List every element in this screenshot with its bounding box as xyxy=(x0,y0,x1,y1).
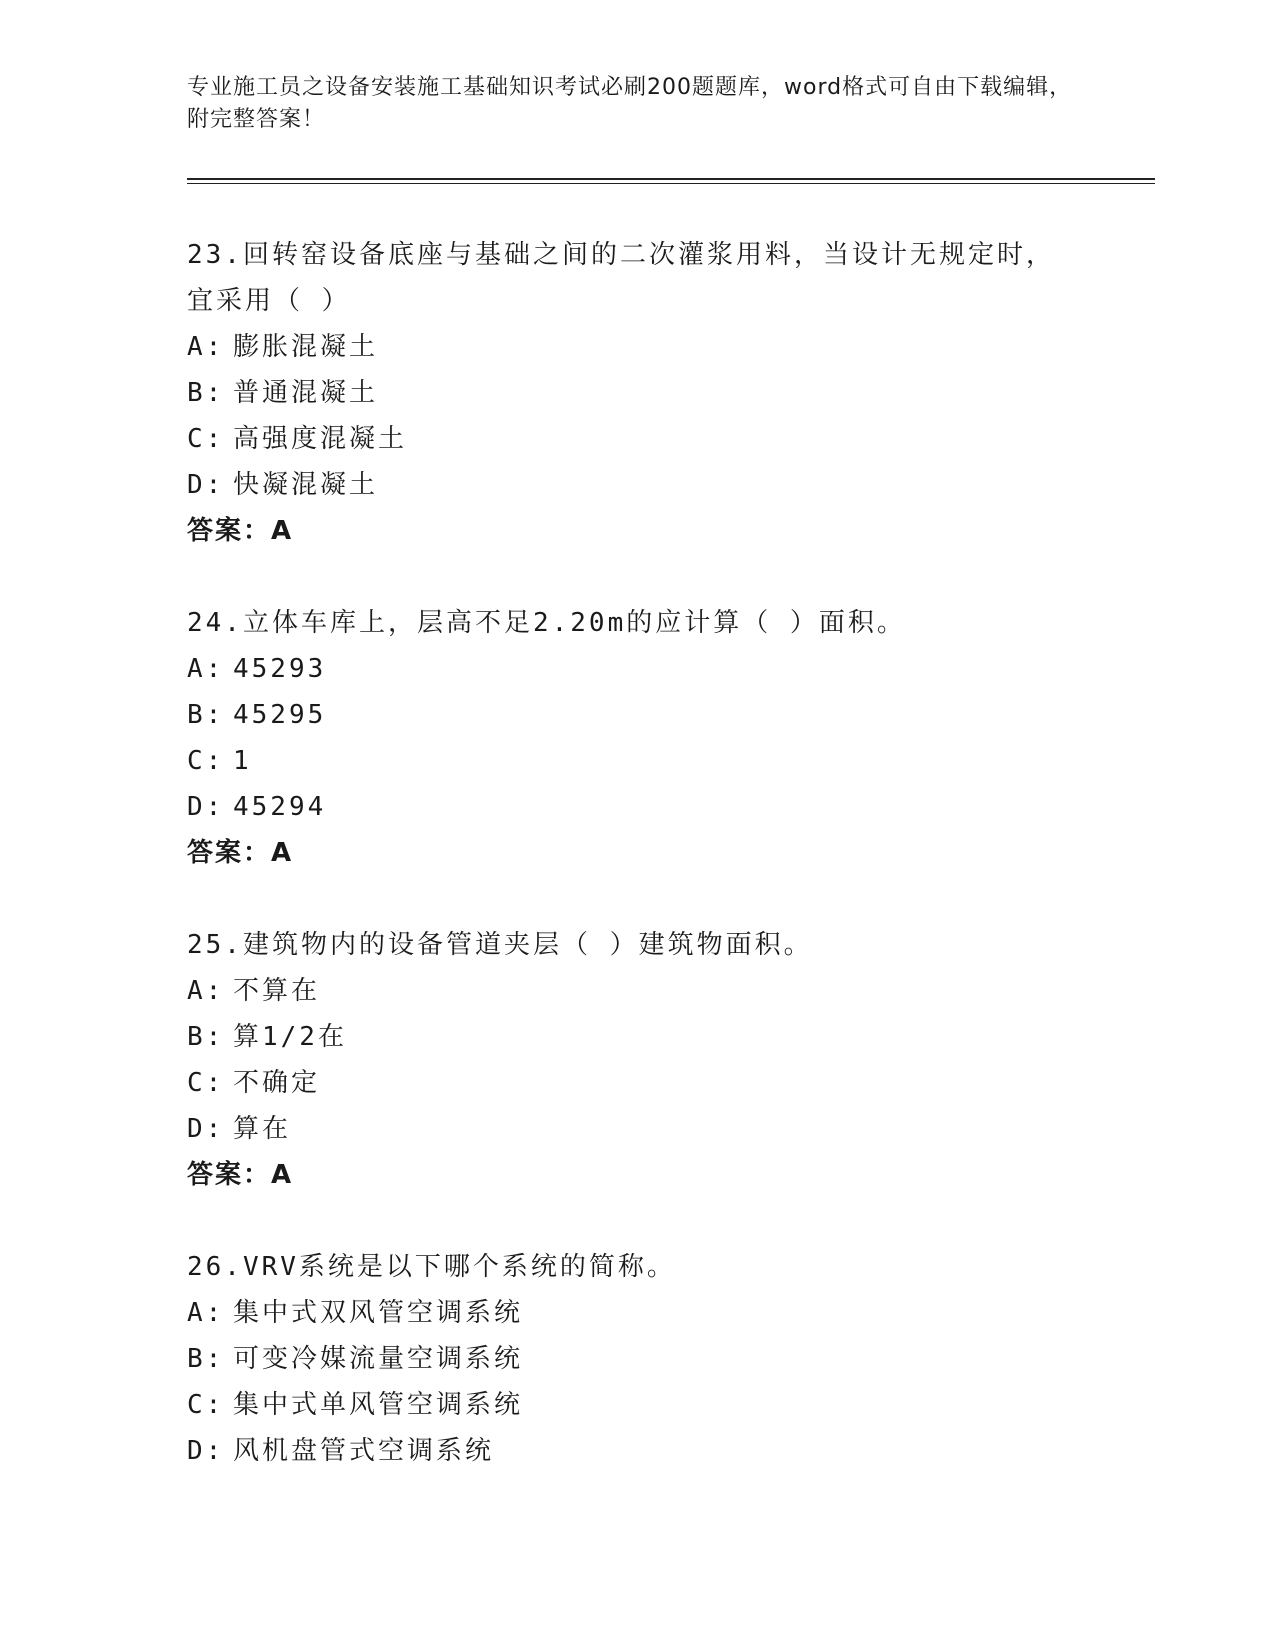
option-text: 风机盘管式空调系统 xyxy=(233,1436,495,1466)
option-key: D: xyxy=(187,792,225,822)
option-key: A: xyxy=(187,1298,225,1328)
option-key: D: xyxy=(187,1114,225,1144)
option-text: 普通混凝土 xyxy=(233,378,379,408)
option-text: 不确定 xyxy=(233,1068,321,1098)
option-text: 可变冷媒流量空调系统 xyxy=(233,1344,524,1374)
option-key: B: xyxy=(187,1344,225,1374)
answer-label: 答案：A xyxy=(187,838,294,868)
option-text: 集中式双风管空调系统 xyxy=(233,1298,524,1328)
question-24 xyxy=(187,600,1087,876)
option-text: 高强度混凝土 xyxy=(233,424,408,454)
option-a xyxy=(187,324,1087,370)
option-text: 不算在 xyxy=(233,976,321,1006)
option-text: 1 xyxy=(233,746,252,776)
option-key: C: xyxy=(187,424,225,454)
option-a xyxy=(187,646,1087,692)
option-text: 集中式单风管空调系统 xyxy=(233,1390,524,1420)
option-b xyxy=(187,1336,1087,1382)
option-d xyxy=(187,1428,1087,1474)
option-a xyxy=(187,1290,1087,1336)
answer-label: 答案：A xyxy=(187,1160,294,1190)
option-key: B: xyxy=(187,700,225,730)
option-key: A: xyxy=(187,654,225,684)
option-c xyxy=(187,1382,1087,1428)
option-text: 45293 xyxy=(233,654,327,684)
option-a xyxy=(187,968,1087,1014)
option-text: 45295 xyxy=(233,700,327,730)
option-b xyxy=(187,370,1087,416)
option-text: 算1/2在 xyxy=(233,1022,347,1052)
option-b xyxy=(187,692,1087,738)
option-d xyxy=(187,784,1087,830)
header-divider xyxy=(187,178,1155,184)
option-text: 膨胀混凝土 xyxy=(233,332,379,362)
option-d xyxy=(187,1106,1087,1152)
question-25 xyxy=(187,922,1087,1198)
option-key: B: xyxy=(187,378,225,408)
option-key: B: xyxy=(187,1022,225,1052)
option-key: A: xyxy=(187,976,225,1006)
question-stem: 23.回转窑设备底座与基础之间的二次灌浆用料，当设计无规定时，宜采用（ ） xyxy=(187,240,1055,316)
option-c xyxy=(187,738,1087,784)
option-key: D: xyxy=(187,1436,225,1466)
option-key: C: xyxy=(187,746,225,776)
document-header: 专业施工员之设备安装施工基础知识考试必刷200题题库，word格式可自由下载编辑，附完整答案！ xyxy=(187,75,1073,132)
question-list xyxy=(187,232,1087,1520)
option-text: 快凝混凝土 xyxy=(233,470,379,500)
option-key: C: xyxy=(187,1068,225,1098)
option-d xyxy=(187,462,1087,508)
option-b xyxy=(187,1014,1087,1060)
option-key: A: xyxy=(187,332,225,362)
question-stem: 25.建筑物内的设备管道夹层（ ）建筑物面积。 xyxy=(187,930,813,960)
option-text: 45294 xyxy=(233,792,327,822)
option-c xyxy=(187,1060,1087,1106)
option-key: C: xyxy=(187,1390,225,1420)
question-stem: 24.立体车库上，层高不足2.20m的应计算（ ）面积。 xyxy=(187,608,906,638)
answer-label: 答案：A xyxy=(187,516,294,546)
question-stem: 26.VRV系统是以下哪个系统的简称。 xyxy=(187,1252,676,1282)
question-23 xyxy=(187,232,1087,554)
option-text: 算在 xyxy=(233,1114,292,1144)
option-key: D: xyxy=(187,470,225,500)
question-26 xyxy=(187,1244,1087,1474)
option-c xyxy=(187,416,1087,462)
